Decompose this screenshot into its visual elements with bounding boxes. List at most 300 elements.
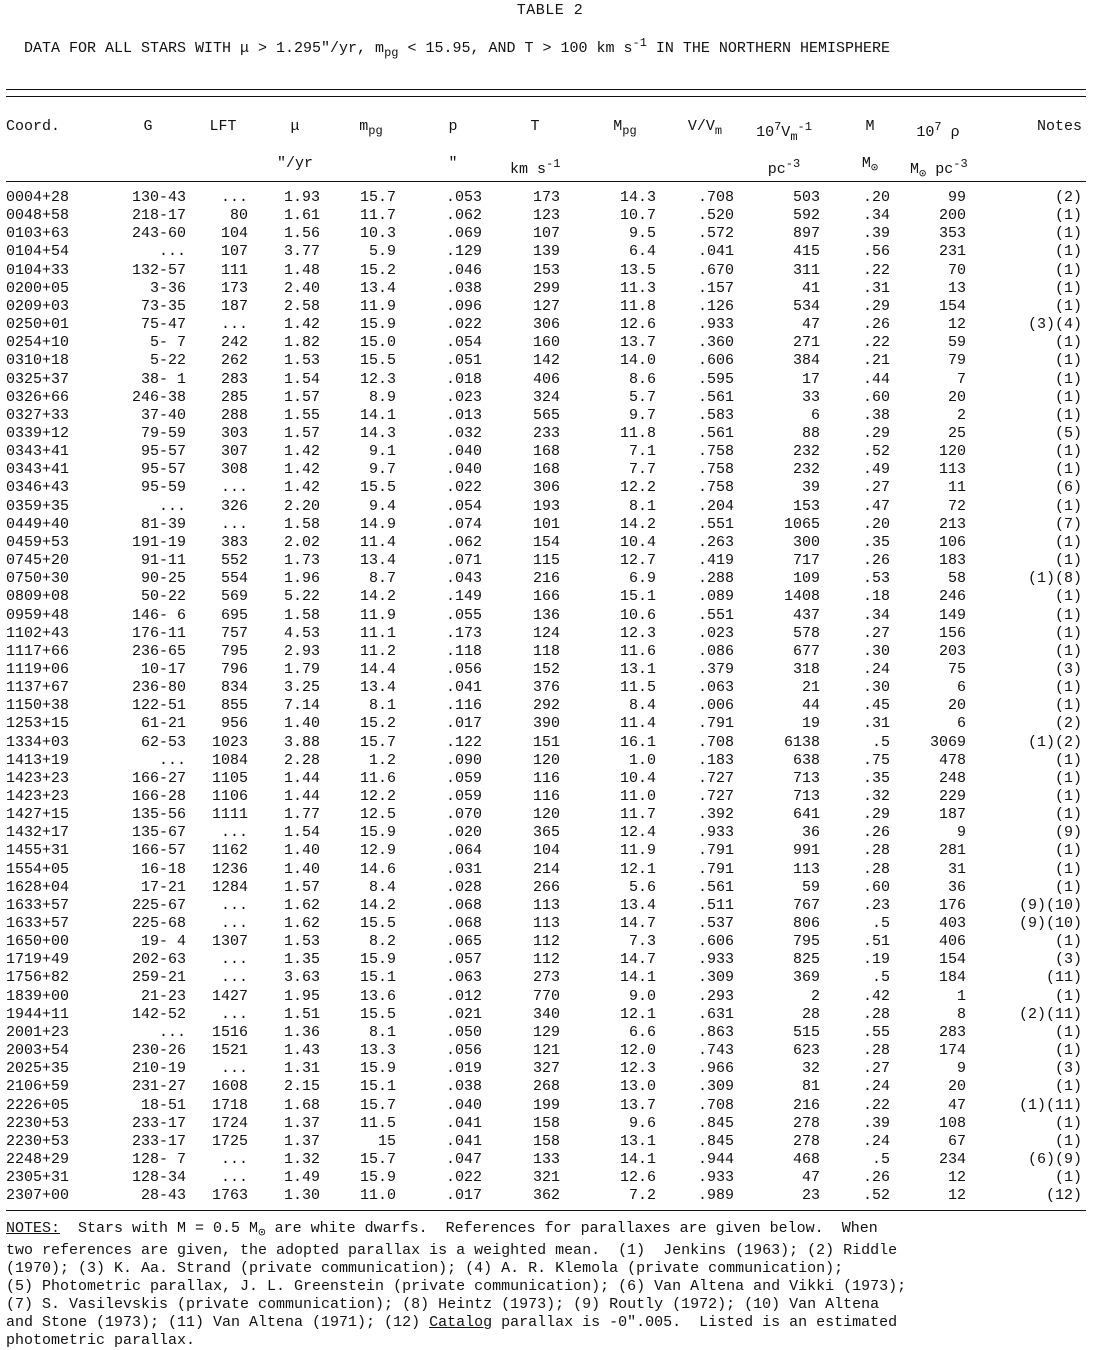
notes-line-6b: parallax is -0".005. Listed is an estimated [492, 1314, 898, 1331]
cell-vm-inverse: 19 [801, 715, 820, 733]
cell-mpg: 15.9 [359, 951, 396, 969]
cell-t: 133 [532, 1150, 560, 1168]
cell-g: 259-21 [131, 969, 186, 987]
cell-notes: (1) [1054, 443, 1082, 461]
cell-rho: 187 [938, 806, 966, 824]
cell-mu: 1.82 [283, 334, 320, 352]
cell-t: 216 [532, 570, 560, 588]
cell-vvm: .595 [697, 370, 734, 388]
cell-mu: 1.30 [283, 1187, 320, 1205]
cell-vm-inverse: 32 [801, 1060, 820, 1078]
cell-mass: .53 [862, 570, 890, 588]
cell-t: 120 [532, 751, 560, 769]
cell-mass: .23 [862, 896, 890, 914]
cell-t: 362 [532, 1187, 560, 1205]
cell-mpg: 8.1 [368, 697, 396, 715]
cell-g: 95-57 [140, 461, 186, 479]
cell-vvm: .944 [697, 1150, 734, 1168]
cell-coord: 1102+43 [6, 624, 70, 642]
cell-abs-mpg: 11.9 [619, 842, 656, 860]
cell-rho: 353 [938, 225, 966, 243]
cell-abs-mpg: 9.5 [628, 225, 656, 243]
cell-rho: 70 [947, 261, 966, 279]
cell-p: .149 [445, 588, 482, 606]
cell-notes: (1) [1054, 860, 1082, 878]
cell-notes: (3) [1054, 1060, 1082, 1078]
header-rho-unit-sub: ⊙ [919, 167, 927, 181]
cell-p: .041 [445, 1114, 482, 1132]
cell-p: .059 [445, 769, 482, 787]
cell-p: .063 [445, 969, 482, 987]
cell-g: 73-35 [140, 297, 186, 315]
cell-notes: (1)(8) [1027, 570, 1082, 588]
subtitle-post: IN THE NORTHERN HEMISPHERE [646, 40, 890, 57]
cell-notes: (1) [1054, 388, 1082, 406]
cell-mu: 3.77 [283, 243, 320, 261]
cell-vm-inverse: 47 [801, 1169, 820, 1187]
cell-rho: 231 [938, 243, 966, 261]
header-mass-unit-sub: ⊙ [870, 161, 879, 175]
cell-vm-inverse: 81 [801, 1078, 820, 1096]
cell-g: 81-39 [140, 515, 186, 533]
cell-coord: 0048+58 [6, 207, 70, 225]
cell-mpg: 8.7 [368, 570, 396, 588]
cell-mass: .27 [862, 624, 890, 642]
cell-p: .040 [445, 443, 482, 461]
cell-lft: 307 [220, 443, 248, 461]
cell-mu: 1.93 [283, 189, 320, 206]
cell-vm-inverse: 515 [792, 1023, 820, 1041]
cell-notes: (1) [1054, 261, 1082, 279]
cell-t: 113 [532, 915, 560, 932]
cell-vvm: .758 [697, 443, 734, 461]
table-row [6, 280, 1086, 298]
header-mu-unit: "/yr [276, 155, 313, 172]
cell-p: .118 [445, 642, 482, 660]
cell-t: 166 [532, 588, 560, 606]
cell-mass: .21 [862, 352, 890, 370]
table-row [6, 352, 1086, 370]
header-vvm [676, 118, 734, 140]
cell-abs-mpg: 7.2 [628, 1187, 656, 1205]
cell-p: .020 [445, 824, 482, 842]
cell-lft: 956 [220, 715, 248, 733]
cell-vm-inverse: 991 [792, 842, 820, 860]
cell-notes: (1) [1054, 933, 1082, 951]
cell-p: .017 [445, 1187, 482, 1205]
cell-notes: (5) [1054, 424, 1082, 442]
cell-vm-inverse: 713 [792, 769, 820, 787]
cell-coord: 0343+41 [6, 461, 70, 479]
cell-notes: (2)(11) [1018, 1005, 1082, 1023]
header-rho-text: ρ [941, 124, 960, 141]
cell-p: .056 [445, 1042, 482, 1059]
table-row [6, 1006, 1086, 1024]
table-row [6, 988, 1086, 1006]
cell-rho: 20 [947, 697, 966, 715]
cell-mass: .35 [862, 769, 890, 787]
cell-mass: .28 [862, 842, 890, 860]
cell-lft: 1284 [211, 878, 248, 896]
cell-lft: 1111 [211, 806, 248, 824]
cell-mu: 2.40 [283, 279, 320, 297]
table-subtitle [24, 36, 1094, 60]
cell-notes: (3)(4) [1027, 316, 1082, 333]
cell-vvm: .708 [697, 733, 734, 751]
header-rho [910, 118, 966, 142]
cell-vvm: .360 [697, 334, 734, 352]
cell-vvm: .966 [697, 1060, 734, 1078]
cell-vm-inverse: 36 [801, 824, 820, 842]
cell-lft: 1516 [211, 1023, 248, 1041]
subtitle-mid: < 15.95, AND T > 100 km s [398, 40, 633, 57]
cell-mpg: 11.4 [359, 533, 396, 551]
cell-mu: 2.93 [283, 642, 320, 660]
cell-vvm: .572 [697, 225, 734, 243]
cell-vm-inverse: 592 [792, 207, 820, 225]
cell-mpg: 11.9 [359, 606, 396, 624]
table-row [6, 498, 1086, 516]
cell-mpg: 12.5 [359, 806, 396, 824]
table-row [6, 879, 1086, 897]
cell-lft: 187 [220, 297, 248, 315]
cell-mu: 1.43 [283, 1042, 320, 1059]
cell-t: 268 [532, 1078, 560, 1096]
cell-vm-inverse: 677 [792, 642, 820, 660]
table-row [6, 752, 1086, 770]
cell-mu: 1.40 [283, 715, 320, 733]
cell-p: .062 [445, 533, 482, 551]
cell-vvm: .791 [697, 842, 734, 860]
cell-vvm: .041 [697, 243, 734, 261]
cell-notes: (3) [1054, 951, 1082, 969]
cell-g: 128-34 [131, 1169, 186, 1187]
table-row [6, 316, 1086, 334]
cell-mu: 1.68 [283, 1096, 320, 1114]
cell-p: .038 [445, 279, 482, 297]
cell-coord: 1628+04 [6, 878, 70, 896]
cell-vvm: .561 [697, 424, 734, 442]
cell-vm-inverse: 271 [792, 334, 820, 352]
cell-vvm: .204 [697, 497, 734, 515]
cell-mass: .32 [862, 787, 890, 805]
table-row [6, 679, 1086, 697]
table-row [6, 915, 1086, 933]
cell-g: 16-18 [140, 860, 186, 878]
cell-mu: 1.57 [283, 388, 320, 406]
cell-coord: 1944+11 [6, 1005, 70, 1023]
table-row [6, 969, 1086, 987]
cell-g: 37-40 [140, 406, 186, 424]
cell-abs-mpg: 14.2 [619, 515, 656, 533]
cell-t: 158 [532, 1132, 560, 1150]
cell-p: .071 [445, 552, 482, 569]
cell-mass: .20 [862, 515, 890, 533]
cell-g: ... [158, 497, 186, 515]
cell-lft: ... [220, 515, 248, 533]
cell-vm-inverse: 311 [792, 261, 820, 279]
cell-g: 19- 4 [140, 933, 186, 951]
cell-abs-mpg: 11.8 [619, 424, 656, 442]
cell-mu: 1.40 [283, 860, 320, 878]
cell-g: 142-52 [131, 1005, 186, 1023]
cell-notes: (1) [1054, 225, 1082, 243]
cell-notes: (1) [1054, 878, 1082, 896]
header-mpg [346, 118, 396, 140]
cell-abs-mpg: 14.0 [619, 352, 656, 370]
cell-coord: 1839+00 [6, 987, 70, 1005]
table-row [6, 1024, 1086, 1042]
cell-coord: 1334+03 [6, 733, 70, 751]
cell-t: 168 [532, 461, 560, 479]
cell-p: .054 [445, 497, 482, 515]
table-row [6, 479, 1086, 497]
cell-abs-mpg: 11.6 [619, 642, 656, 660]
cell-vm-inverse: 415 [792, 243, 820, 261]
cell-g: 3-36 [149, 279, 186, 297]
cell-vm-inverse: 6 [810, 406, 820, 424]
cell-p: .074 [445, 515, 482, 533]
cell-vm-inverse: 28 [801, 1005, 820, 1023]
cell-rho: 13 [947, 279, 966, 297]
header-abs-mpg-sub: pg [622, 124, 637, 138]
cell-mpg: 14.6 [359, 860, 396, 878]
cell-rho: 106 [938, 533, 966, 551]
cell-abs-mpg: 10.4 [619, 533, 656, 551]
cell-notes: (1)(11) [1018, 1096, 1082, 1114]
cell-coord: 2305+31 [6, 1169, 70, 1187]
cell-mpg: 15.7 [359, 189, 396, 206]
cell-g: 38- 1 [140, 370, 186, 388]
cell-coord: 1137+67 [6, 679, 70, 696]
cell-mpg: 8.1 [368, 1023, 396, 1041]
notes-line-1a: Stars with M = 0.5 M [60, 1220, 259, 1237]
cell-g: 202-63 [131, 951, 186, 969]
cell-vm-inverse: 623 [792, 1042, 820, 1059]
table-row [6, 661, 1086, 679]
cell-notes: (1) [1054, 1023, 1082, 1041]
header-v-sup1: 7 [774, 120, 782, 134]
cell-vvm: .863 [697, 1023, 734, 1041]
cell-rho: 156 [938, 624, 966, 642]
cell-vm-inverse: 503 [792, 189, 820, 206]
cell-lft: 1106 [211, 787, 248, 805]
cell-rho: 58 [947, 570, 966, 588]
cell-vm-inverse: 534 [792, 297, 820, 315]
cell-vm-inverse: 2 [810, 987, 820, 1005]
cell-g: 135-56 [131, 806, 186, 824]
cell-mass: .28 [862, 1042, 890, 1059]
cell-notes: (1) [1054, 352, 1082, 370]
cell-coord: 0959+48 [6, 606, 70, 624]
cell-mass: .20 [862, 189, 890, 206]
cell-g: 18-51 [140, 1096, 186, 1114]
cell-g: 191-19 [131, 533, 186, 551]
cell-abs-mpg: 7.1 [628, 443, 656, 461]
cell-abs-mpg: 12.1 [619, 1005, 656, 1023]
cell-rho: 1 [956, 987, 966, 1005]
cell-mass: .75 [862, 751, 890, 769]
table-row [6, 534, 1086, 552]
notes-line-6a: and Stone (1973); (11) Van Altena (1971); (12) [6, 1314, 430, 1331]
cell-notes: (1) [1054, 1132, 1082, 1150]
cell-notes: (3) [1054, 660, 1082, 678]
cell-abs-mpg: 14.1 [619, 969, 656, 987]
cell-notes: (7) [1054, 515, 1082, 533]
cell-lft: 1718 [211, 1096, 248, 1114]
cell-vvm: .511 [697, 896, 734, 914]
cell-rho: 20 [947, 1078, 966, 1096]
cell-mu: 1.62 [283, 915, 320, 932]
cell-mass: .38 [862, 406, 890, 424]
cell-vvm: .758 [697, 461, 734, 479]
cell-mu: 1.55 [283, 406, 320, 424]
cell-t: 121 [532, 1042, 560, 1059]
cell-vvm: .551 [697, 606, 734, 624]
cell-rho: 281 [938, 842, 966, 860]
cell-vvm: .727 [697, 787, 734, 805]
cell-lft: 1084 [211, 751, 248, 769]
cell-vm-inverse: 638 [792, 751, 820, 769]
table-row [6, 243, 1086, 261]
cell-g: 176-11 [131, 624, 186, 642]
cell-mpg: 15.1 [359, 1078, 396, 1096]
cell-notes: (1) [1054, 406, 1082, 424]
cell-abs-mpg: 11.7 [619, 806, 656, 824]
cell-vm-inverse: 806 [792, 915, 820, 932]
cell-t: 142 [532, 352, 560, 370]
cell-mpg: 13.4 [359, 679, 396, 696]
cell-p: .055 [445, 606, 482, 624]
cell-p: .032 [445, 424, 482, 442]
cell-g: 95-57 [140, 443, 186, 461]
cell-t: 168 [532, 443, 560, 461]
cell-t: 107 [532, 225, 560, 243]
cell-p: .054 [445, 334, 482, 352]
table-row [6, 443, 1086, 461]
cell-vm-inverse: 468 [792, 1150, 820, 1168]
cell-mu: 1.36 [283, 1023, 320, 1041]
cell-notes: (1) [1054, 679, 1082, 696]
cell-mass: .27 [862, 1060, 890, 1078]
cell-rho: 11 [947, 479, 966, 497]
cell-lft: 173 [220, 279, 248, 297]
cell-coord: 0459+53 [6, 533, 70, 551]
cell-g: 132-57 [131, 261, 186, 279]
table-row [6, 933, 1086, 951]
table-row [6, 842, 1086, 860]
cell-rho: 403 [938, 915, 966, 932]
cell-notes: (6)(9) [1027, 1150, 1082, 1168]
cell-mu: 2.28 [283, 751, 320, 769]
cell-abs-mpg: 5.6 [628, 878, 656, 896]
cell-coord: 1455+31 [6, 842, 70, 860]
cell-coord: 2230+53 [6, 1132, 70, 1150]
cell-mass: .42 [862, 987, 890, 1005]
cell-t: 139 [532, 243, 560, 261]
cell-coord: 1432+17 [6, 824, 70, 842]
cell-coord: 1633+57 [6, 915, 70, 932]
cell-mass: .5 [871, 915, 890, 932]
cell-coord: 2001+23 [6, 1023, 70, 1041]
cell-t: 112 [532, 933, 560, 951]
cell-vm-inverse: 153 [792, 497, 820, 515]
cell-mass: .24 [862, 1078, 890, 1096]
cell-notes: (1) [1054, 461, 1082, 479]
cell-mpg: 11.6 [359, 769, 396, 787]
header-v-mid: V [781, 124, 791, 141]
cell-lft: 1236 [211, 860, 248, 878]
cell-coord: 1117+66 [6, 642, 70, 660]
cell-p: .090 [445, 751, 482, 769]
cell-abs-mpg: 6.4 [628, 243, 656, 261]
cell-vm-inverse: 232 [792, 461, 820, 479]
cell-notes: (1) [1054, 806, 1082, 824]
cell-g: 166-27 [131, 769, 186, 787]
cell-abs-mpg: 12.1 [619, 860, 656, 878]
cell-rho: 9 [956, 824, 966, 842]
cell-vvm: .583 [697, 406, 734, 424]
cell-mpg: 15.0 [359, 334, 396, 352]
table-row [6, 625, 1086, 643]
cell-t: 306 [532, 479, 560, 497]
cell-rho: 36 [947, 878, 966, 896]
cell-rho: 12 [947, 316, 966, 333]
cell-notes: (1) [1054, 642, 1082, 660]
cell-mass: .35 [862, 533, 890, 551]
cell-mass: .52 [862, 1187, 890, 1205]
cell-t: 324 [532, 388, 560, 406]
cell-coord: 2230+53 [6, 1114, 70, 1132]
cell-p: .173 [445, 624, 482, 642]
cell-t: 214 [532, 860, 560, 878]
cell-mpg: 15.7 [359, 733, 396, 751]
table-row [6, 389, 1086, 407]
cell-mu: 1.42 [283, 461, 320, 479]
cell-t: 101 [532, 515, 560, 533]
cell-abs-mpg: 16.1 [619, 733, 656, 751]
cell-coord: 0104+33 [6, 261, 70, 279]
table-row [6, 207, 1086, 225]
table-row [6, 897, 1086, 915]
cell-rho: 8 [956, 1005, 966, 1023]
cell-mpg: 8.9 [368, 388, 396, 406]
cell-mpg: 9.4 [368, 497, 396, 515]
cell-vvm: .023 [697, 624, 734, 642]
cell-notes: (1) [1054, 1114, 1082, 1132]
cell-abs-mpg: 8.1 [628, 497, 656, 515]
cell-rho: 248 [938, 769, 966, 787]
cell-vvm: .670 [697, 261, 734, 279]
cell-t: 154 [532, 533, 560, 551]
cell-coord: 0310+18 [6, 352, 70, 370]
cell-mpg: 11.7 [359, 207, 396, 225]
cell-rho: 213 [938, 515, 966, 533]
cell-p: .096 [445, 297, 482, 315]
cell-mu: 1.53 [283, 352, 320, 370]
cell-p: .053 [445, 189, 482, 206]
cell-lft: 795 [220, 642, 248, 660]
cell-rho: 9 [956, 1060, 966, 1078]
cell-notes: (11) [1045, 969, 1082, 987]
cell-mass: .28 [862, 860, 890, 878]
cell-vm-inverse: 216 [792, 1096, 820, 1114]
cell-t: 116 [532, 769, 560, 787]
cell-vm-inverse: 44 [801, 697, 820, 715]
cell-g: 225-67 [131, 896, 186, 914]
cell-g: 21-23 [140, 987, 186, 1005]
cell-vm-inverse: 437 [792, 606, 820, 624]
